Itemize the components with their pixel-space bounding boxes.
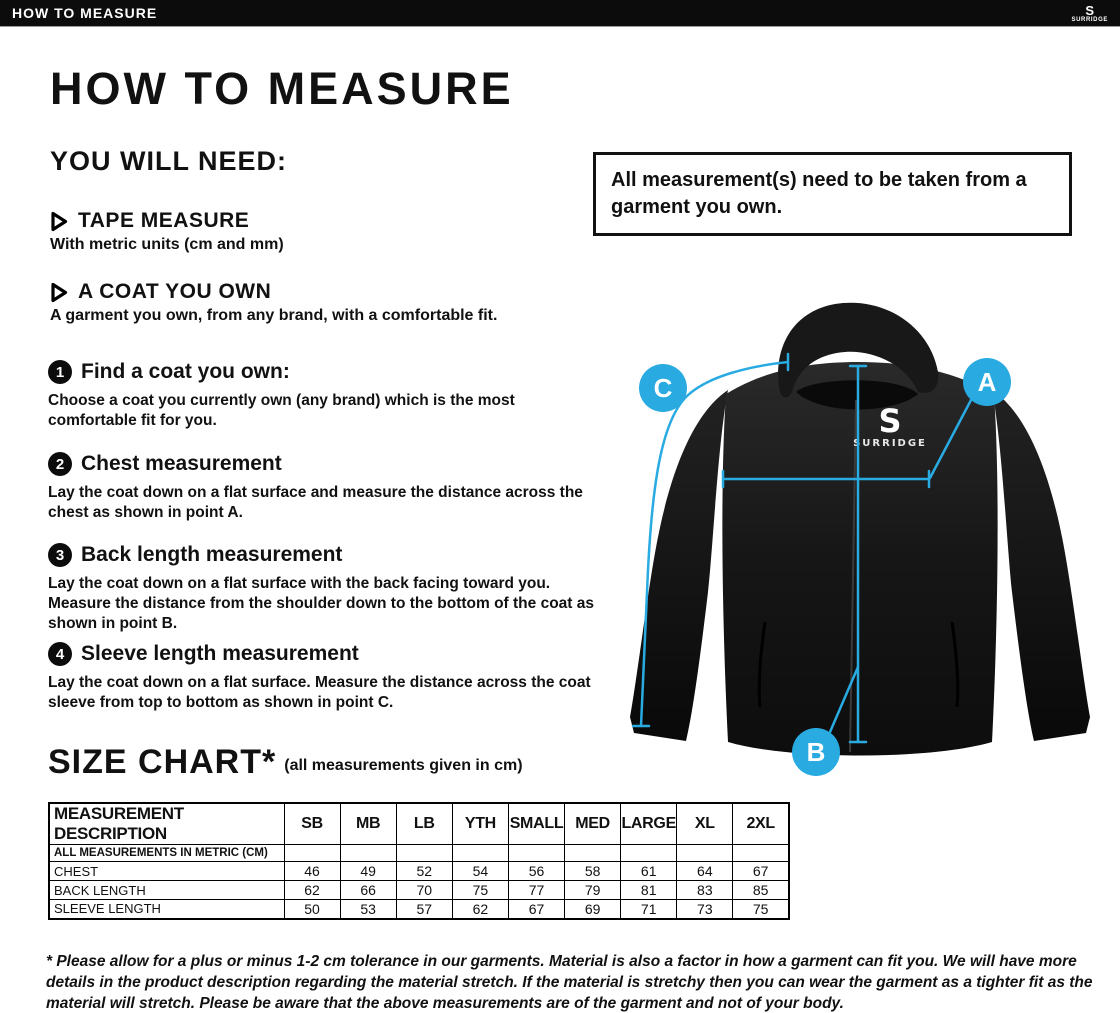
- measure-point-c-badge: [639, 364, 687, 412]
- step-number-badge: 2: [48, 452, 72, 476]
- column-header: MB: [340, 803, 396, 845]
- svg-text:B: B: [806, 737, 826, 767]
- size-chart-subtitle: (all measurements given in cm): [284, 757, 523, 774]
- jacket-left-sleeve: [630, 390, 728, 741]
- cell-value: 64: [677, 862, 733, 881]
- cell-value: 62: [284, 881, 340, 900]
- svg-text:A: A: [977, 367, 997, 397]
- column-header: XL: [677, 803, 733, 845]
- cell-value: 66: [340, 881, 396, 900]
- table-note: ALL MEASUREMENTS IN METRIC (CM): [49, 845, 284, 862]
- need-item-desc: A garment you own, from any brand, with a comfortable fit.: [50, 307, 498, 324]
- cell-value: 54: [452, 862, 508, 881]
- column-header: LB: [396, 803, 452, 845]
- table-header-row: [49, 803, 789, 845]
- tolerance-footnote: * Please allow for a plus or minus 1-2 cm tolerance in our garments. Material is also a factor in how a garment can fit you. We will have more details in the product description regarding the material stretch. If the material is stretchy then you can wear the garment as a tighter fit as the material will stretch. Please be aware that the above measurements are of the garment and not of your body.: [46, 953, 1093, 1012]
- cell-value: 75: [452, 881, 508, 900]
- triangle-bullet-icon: [50, 282, 68, 303]
- step-description: Lay the coat down on a flat surface. Measure the distance across the coat sleeve from top to bottom as shown in point C.: [48, 674, 591, 711]
- need-item-title: TAPE MEASURE: [78, 209, 250, 232]
- cell-value: 79: [565, 881, 621, 900]
- column-header: SMALL: [508, 803, 564, 845]
- triangle-bullet-icon: [50, 211, 68, 232]
- need-item-desc: With metric units (cm and mm): [50, 236, 284, 253]
- cell-value: 46: [284, 862, 340, 881]
- step-title: Sleeve length measurement: [81, 642, 359, 665]
- jacket-illustration: [600, 292, 1120, 792]
- need-item-title: A COAT YOU OWN: [78, 280, 272, 303]
- measure-point-b-badge: [792, 728, 840, 776]
- table-note-row: [49, 845, 789, 862]
- cell-value: 53: [340, 900, 396, 919]
- cell-value: 67: [733, 862, 789, 881]
- svg-text:C: C: [653, 373, 673, 403]
- column-header: MED: [565, 803, 621, 845]
- cell-value: 75: [733, 900, 789, 919]
- surridge-logo-mark: S: [1085, 2, 1095, 18]
- size-chart-title: SIZE CHART*: [48, 743, 277, 781]
- step-title: Chest measurement: [81, 452, 282, 475]
- cell-value: 50: [284, 900, 340, 919]
- step-description: Lay the coat down on a flat surface with the back facing toward you. Measure the distance from the shoulder down to the bottom of the coat as shown in point B.: [48, 575, 594, 632]
- need-item-tape-measure: [50, 209, 595, 254]
- jacket-logo-letter: S: [878, 402, 902, 440]
- step-number-badge: 1: [48, 360, 72, 384]
- jacket-measurement-diagram: [600, 292, 1120, 792]
- you-will-need-heading: YOU WILL NEED:: [50, 146, 288, 176]
- cell-value: 85: [733, 881, 789, 900]
- cell-value: 52: [396, 862, 452, 881]
- step-description: Choose a coat you currently own (any brand) which is the most comfortable fit for you.: [48, 392, 515, 429]
- cell-value: 81: [621, 881, 677, 900]
- cell-value: 56: [508, 862, 564, 881]
- column-header: MEASUREMENT DESCRIPTION: [49, 803, 284, 845]
- cell-value: 70: [396, 881, 452, 900]
- surridge-logo-icon: [1072, 4, 1108, 23]
- cell-value: 69: [565, 900, 621, 919]
- step-number-badge: 4: [48, 642, 72, 666]
- jacket-logo-wordmark: SURRIDGE: [853, 438, 927, 449]
- top-bar-title: HOW TO MEASURE: [12, 5, 158, 21]
- step-title: Back length measurement: [81, 543, 343, 566]
- column-header: SB: [284, 803, 340, 845]
- column-header: LARGE: [621, 803, 677, 845]
- cell-value: 57: [396, 900, 452, 919]
- row-label: SLEEVE LENGTH: [49, 900, 284, 919]
- cell-value: 73: [677, 900, 733, 919]
- cell-value: 58: [565, 862, 621, 881]
- jacket-right-sleeve: [992, 390, 1090, 741]
- measure-point-a-badge: [963, 358, 1011, 406]
- step-description: Lay the coat down on a flat surface and measure the distance across the chest as shown in point A.: [48, 484, 583, 521]
- size-chart-heading-row: [48, 745, 523, 779]
- cell-value: 49: [340, 862, 396, 881]
- cell-value: 71: [621, 900, 677, 919]
- table-row-chest: [49, 862, 789, 881]
- table-row-back-length: [49, 881, 789, 900]
- cell-value: 62: [452, 900, 508, 919]
- size-chart-table: [48, 802, 790, 920]
- measurement-callout-box: All measurement(s) need to be taken from a garment you own.: [593, 152, 1072, 236]
- cell-value: 61: [621, 862, 677, 881]
- step-back-length-measurement: [48, 543, 596, 633]
- step-title: Find a coat you own:: [81, 360, 290, 383]
- column-header: YTH: [452, 803, 508, 845]
- cell-value: 77: [508, 881, 564, 900]
- cell-value: 83: [677, 881, 733, 900]
- table-row-sleeve-length: [49, 900, 789, 919]
- column-header: 2XL: [733, 803, 789, 845]
- step-chest-measurement: [48, 452, 596, 523]
- page-title: HOW TO MEASURE: [50, 63, 514, 114]
- step-sleeve-length-measurement: [48, 642, 596, 713]
- cell-value: 67: [508, 900, 564, 919]
- step-find-coat: [48, 360, 596, 431]
- row-label: CHEST: [49, 862, 284, 881]
- top-bar: [0, 0, 1120, 26]
- surridge-logo-wordmark: SURRIDGE: [1071, 16, 1108, 23]
- row-label: BACK LENGTH: [49, 881, 284, 900]
- need-item-coat: [50, 280, 595, 325]
- step-number-badge: 3: [48, 543, 72, 567]
